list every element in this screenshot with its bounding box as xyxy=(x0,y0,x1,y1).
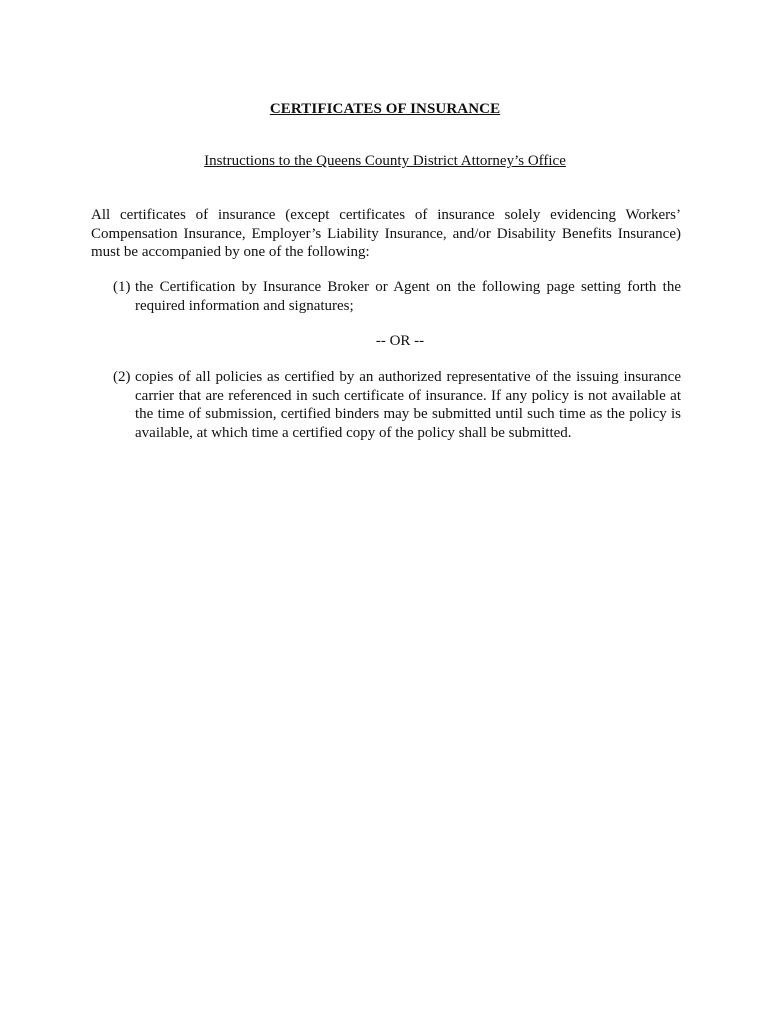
list-item-text: copies of all policies as certified by an authorized representative of the issuing insurance carrier that are referenced in such certificate of insurance. If any policy is not available at the time of submission, certified binders may be submitted until such time as the policy is available, at which time a certified copy of the policy shall be submitted. xyxy=(135,369,681,441)
intro-paragraph: All certificates of insurance (except certificates of insurance solely evidencing Workers’ Compensation Insurance, Employer’s Liability Insurance, and/or Disability Benefits Insurance) must be accompanied by one of the following: xyxy=(91,207,681,260)
list-item-text: the Certification by Insurance Broker or Agent on the following page setting forth the required information and signatures; xyxy=(135,279,681,314)
list-item xyxy=(113,278,681,315)
document-title: CERTIFICATES OF INSURANCE xyxy=(269,101,501,117)
or-separator: -- OR -- xyxy=(375,333,425,349)
list-item xyxy=(113,368,681,442)
list-item-number: (2) xyxy=(113,369,131,385)
list-item-number: (1) xyxy=(113,279,131,295)
document-subtitle: Instructions to the Queens County District Attorney’s Office xyxy=(204,153,566,169)
